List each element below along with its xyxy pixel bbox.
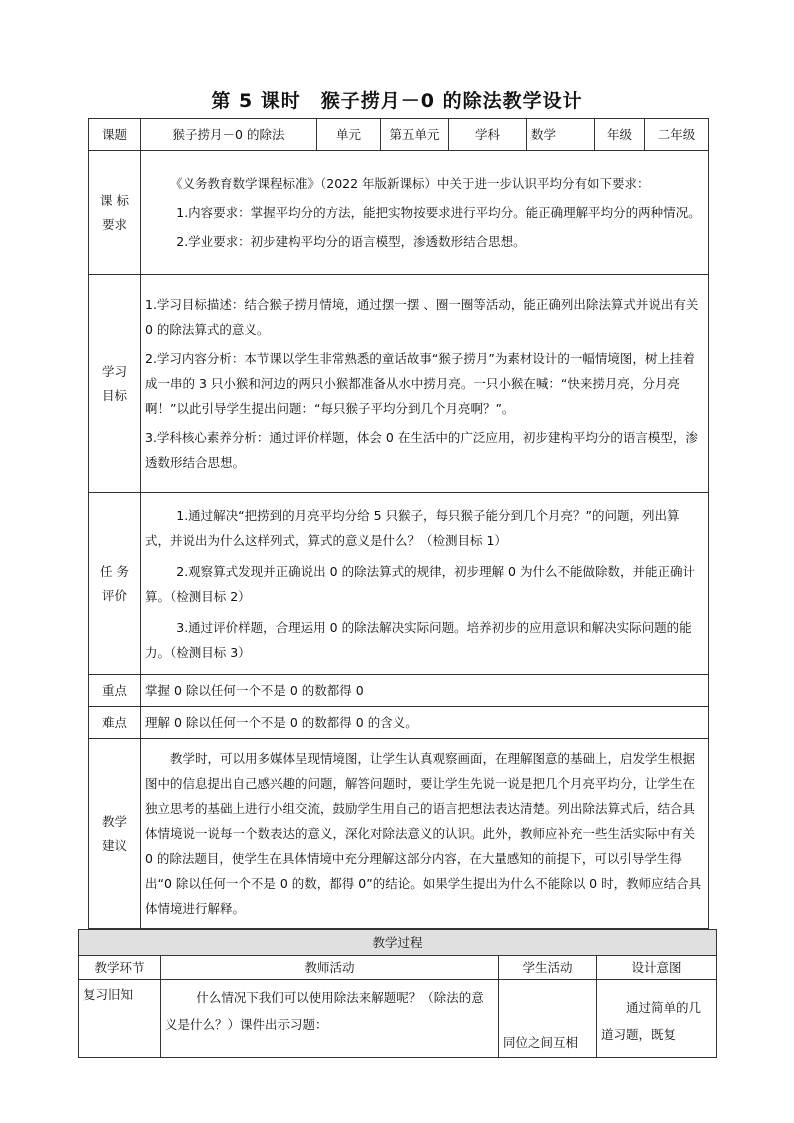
goals-label: 学习 目标 xyxy=(89,275,141,493)
standard-p3: 2.学业要求：初步建构平均分的语言模型，渗透数形结合思想。 xyxy=(176,234,526,249)
process-table xyxy=(78,929,717,1058)
stage-review: 复习旧知 xyxy=(79,980,161,1058)
grade-label: 年级 xyxy=(595,119,645,151)
difficulty-content: 理解 0 除以任何一个不是 0 的数都得 0 的含义。 xyxy=(141,707,709,739)
evaluation-content xyxy=(141,493,709,675)
standard-p2: 1.内容要求：掌握平均分的方法，能把实物按要求进行平均分。能正确理解平均分的两种情况。 xyxy=(176,205,701,220)
advice-label: 教学 建议 xyxy=(89,739,141,929)
goals-row xyxy=(89,275,709,493)
goals-p2: 2.学习内容分析：本节课以学生非常熟悉的童话故事“猴子捞月”为素材设计的一幅情境图，树上挂着成一串的 3 只小猴和河边的两只小猴都准备从水中捞月亮。一只小猴在喊：“快来捞月亮，分月亮啊！”以此引导学生提出问题：“每只猴子平均分到几个月亮啊？”。 xyxy=(145,351,695,416)
process-header: 教学过程 xyxy=(79,930,717,956)
unit-value: 第五单元 xyxy=(381,119,449,151)
key-row xyxy=(89,675,709,707)
subject-value: 数学 xyxy=(527,119,595,151)
subject-label: 学科 xyxy=(449,119,527,151)
col-teacher: 教师活动 xyxy=(161,956,499,980)
advice-text: 教学时，可以用多媒体呈现情境图，让学生认真观察画面，在理解图意的基础上，启发学生根据图中的信息提出自己感兴趣的问题，解答问题时，要让学生先说一说是把几个月亮平均分，让学生在独立思考的基础上进行小组交流，鼓励学生用自己的语言把想法表达清楚。列出除法算式后，结合具体情境说一说每一个数表达的意义，深化对除法意义的认识。此外，教师应补充一些生活实际中有关 0 的除法题目，使学生在具体情境中充分理解这部分内容，在大量感知的前提下，可以引导学生得出“0 除以任何一个不是 0 的数，都得 0”的结论。如果学生提出为什么不能除以 0 时，教师应结合具体情境进行解释。 xyxy=(145,751,702,916)
evaluation-p3: 3.通过评价样题，合理运用 0 的除法解决实际问题。培养初步的应用意识和解决实际问题的能力。（检测目标 3） xyxy=(145,619,692,660)
standard-content xyxy=(141,151,709,275)
page-title: 第 5 课时 猴子捞月－0 的除法教学设计 xyxy=(211,90,583,112)
advice-row xyxy=(89,739,709,929)
col-stage: 教学环节 xyxy=(79,956,161,980)
lesson-info-table xyxy=(88,118,709,929)
process-columns-row xyxy=(79,956,717,980)
student-activity-review: 同位之间互相 xyxy=(499,980,597,1058)
evaluation-p1: 1.通过解决“把捞到的月亮平均分给 5 只猴子，每只猴子能分到几个月亮？”的问题，列出算式，并说出为什么这样列式，算式的意义是什么？（检测目标 1） xyxy=(145,507,680,548)
grade-value: 二年级 xyxy=(645,119,709,151)
unit-label: 单元 xyxy=(317,119,381,151)
goals-p1: 1.学习目标描述：结合猴子捞月情境，通过摆一摆 、圈一圈等活动，能正确列出除法算式并说出有关 0 的除法算式的意义。 xyxy=(145,297,699,337)
difficulty-label: 难点 xyxy=(89,707,141,739)
teacher-activity-review: 什么情况下我们可以使用除法来解题呢？（除法的意义是什么？）课件出示习题： xyxy=(161,980,499,1058)
key-content: 掌握 0 除以任何一个不是 0 的数都得 0 xyxy=(141,675,709,707)
key-label: 重点 xyxy=(89,675,141,707)
standard-p1: 《义务教育数学课程标准》（2022 年版新课标）中关于进一步认识平均分有如下要求： xyxy=(170,176,650,191)
topic-label: 课题 xyxy=(89,119,141,151)
col-student: 学生活动 xyxy=(499,956,597,980)
design-intent-review: 通过简单的几道习题，既复 xyxy=(597,980,717,1058)
evaluation-p2: 2.观察算式发现并正确说出 0 的除法算式的规律，初步理解 0 为什么不能做除数，并能正确计算。（检测目标 2） xyxy=(145,563,695,604)
standard-label: 课 标 要求 xyxy=(89,151,141,275)
info-row xyxy=(89,119,709,151)
evaluation-label: 任 务 评价 xyxy=(89,493,141,675)
advice-content xyxy=(141,739,709,929)
topic-value: 猴子捞月－0 的除法 xyxy=(141,119,317,151)
process-row-review xyxy=(79,980,717,1058)
process-header-row xyxy=(79,930,717,956)
evaluation-row xyxy=(89,493,709,675)
col-intent: 设计意图 xyxy=(597,956,717,980)
difficulty-row xyxy=(89,707,709,739)
goals-content xyxy=(141,275,709,493)
standard-row xyxy=(89,151,709,275)
goals-p3: 3.学科核心素养分析：通过评价样题，体会 0 在生活中的广泛应用，初步建构平均分的语言模型，渗透数形结合思想。 xyxy=(145,430,698,470)
